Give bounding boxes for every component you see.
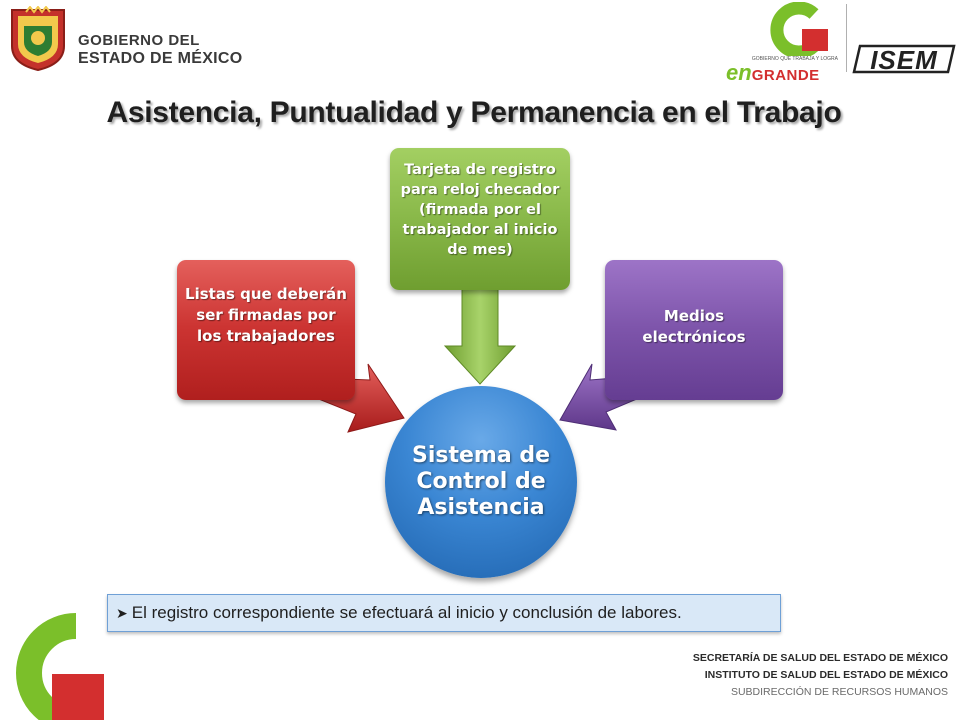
isem-logo-text: ISEM: [870, 45, 938, 75]
center-node: [385, 386, 577, 578]
footer-line1: SECRETARÍA DE SALUD DEL ESTADO DE MÉXICO: [692, 652, 948, 664]
page-title: Asistencia, Puntualidad y Permanencia en el Trabajo: [106, 96, 842, 129]
note-text: El registro correspondiente se efectuará al inicio y conclusión de labores.: [131, 603, 682, 622]
node-tarjeta-label: Tarjeta de registro para reloj checador (firmada por el trabajador al inicio de mes): [400, 162, 560, 258]
node-medios-label: Medios electrónicos: [642, 307, 746, 346]
gov-line2: ESTADO DE MÉXICO: [78, 50, 243, 67]
engrande-grande: GRANDE: [751, 67, 820, 84]
arrow-bullet-icon: ➤: [116, 604, 128, 621]
arrow-top-to-center: [445, 288, 515, 384]
g-logo-footer-icon: [0, 604, 104, 720]
engrande-en: en: [726, 60, 752, 85]
footer-institution: [693, 650, 948, 701]
node-listas: [177, 260, 355, 400]
center-node-label: Sistema de Control de Asistencia: [411, 443, 550, 520]
node-medios: [605, 260, 783, 400]
node-listas-label: Listas que deberán ser firmadas por los trabajadores: [185, 285, 347, 345]
footer-line2: INSTITUTO DE SALUD DEL ESTADO DE MÉXICO: [704, 669, 948, 681]
footer-line3: SUBDIRECCIÓN DE RECURSOS HUMANOS: [730, 686, 948, 698]
node-tarjeta: [390, 148, 570, 290]
engrande-slogan: GOBIERNO QUE TRABAJA Y LOGRA: [751, 56, 838, 62]
note-bar: [107, 594, 781, 632]
gov-line1: GOBIERNO DEL: [78, 32, 200, 49]
